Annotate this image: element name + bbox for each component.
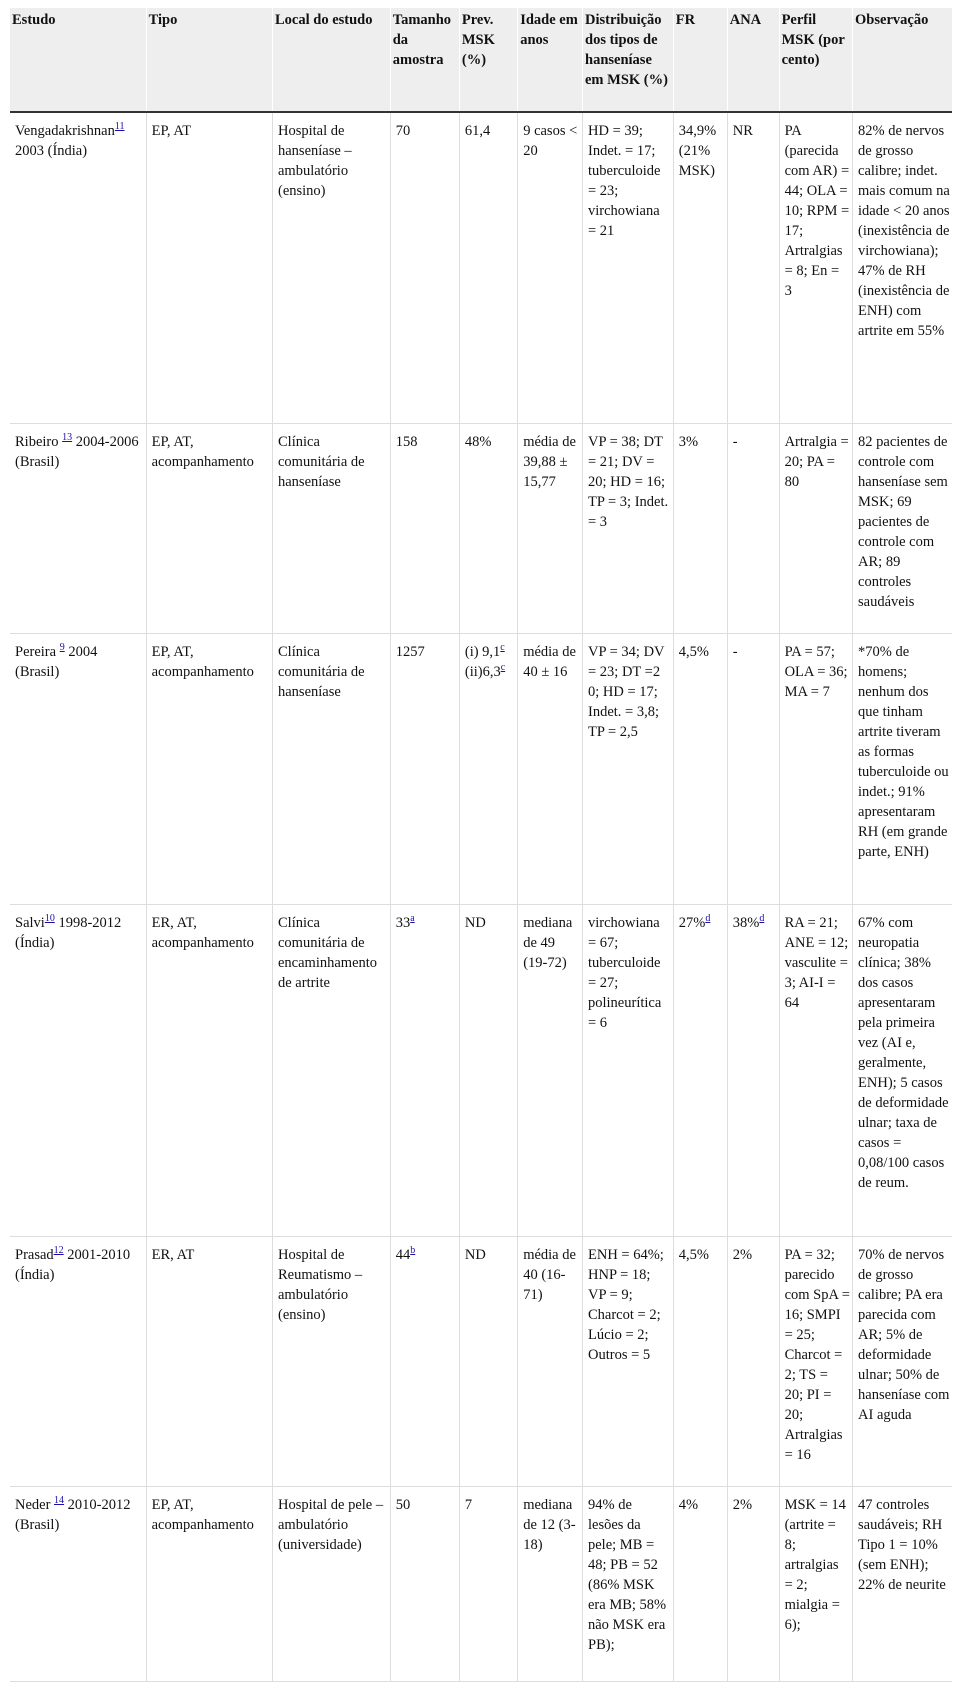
cell-tipo: EP, AT, acompanhamento	[146, 424, 272, 634]
cell-observacao: 47 controles saudáveis; RH Tipo 1 = 10% (sem ENH); 22% de neurite	[853, 1487, 952, 1682]
prevalence-value: 7	[464, 1497, 473, 1513]
ana-value: 38%	[732, 915, 760, 931]
study-author: Pereira	[15, 644, 60, 660]
prevalence-value: (i) 9,1	[464, 644, 501, 660]
cell-local: Clínica comunitária de hanseníase	[273, 424, 391, 634]
cell-prev	[459, 1237, 517, 1487]
ana-value: 2%	[732, 1497, 753, 1513]
table-row	[10, 1487, 952, 1682]
cell-estudo	[10, 424, 146, 634]
cell-observacao: 82 pacientes de controle com hanseníase sem MSK; 69 pacientes de controle com AR; 89 controles saudáveis	[853, 424, 952, 634]
cell-estudo	[10, 905, 146, 1237]
cell-idade: mediana de 49 (19-72)	[518, 905, 583, 1237]
cell-prev	[459, 1487, 517, 1682]
study-period: 2010-2012 (Brasil)	[15, 1497, 131, 1533]
cell-tipo: EP, AT, acompanhamento	[146, 1487, 272, 1682]
header-tipo: Tipo	[146, 8, 272, 112]
study-author: Neder	[15, 1497, 55, 1513]
cell-local: Hospital de Reumatismo – ambulatório (ensino)	[273, 1237, 391, 1487]
study-period: 1998-2012 (Índia)	[15, 915, 122, 951]
table-row	[10, 112, 952, 424]
prevalence-value: 61,4	[464, 123, 491, 139]
reference-link[interactable]: 9	[59, 642, 65, 654]
cell-fr	[673, 634, 727, 905]
cell-perfil: Artralgia = 20; PA = 80	[779, 424, 852, 634]
prevalence-value-2: (ii)6,3	[464, 664, 501, 680]
cell-perfil: RA = 21; ANE = 12; vasculite = 3; AI-I = 64	[779, 905, 852, 1237]
table-row	[10, 905, 952, 1237]
prevalence-value: 48%	[464, 434, 492, 450]
cell-estudo	[10, 1487, 146, 1682]
cell-observacao: 70% de nervos de grosso calibre; PA era parecida com AR; 5% de deformidade ulnar; 50% de hanseníase com AI aguda	[853, 1237, 952, 1487]
cell-perfil: MSK = 14 (artrite = 8; artralgias = 2; mialgia = 6);	[779, 1487, 852, 1682]
footnote-link[interactable]: b	[410, 1245, 416, 1257]
header-local: Local do estudo	[273, 8, 391, 112]
fr-value: 27%	[678, 915, 706, 931]
study-period: 2003 (Índia)	[15, 143, 88, 159]
cell-idade: média de 40 (16-71)	[518, 1237, 583, 1487]
cell-tamanho	[390, 634, 459, 905]
fr-value: 4,5%	[678, 1247, 709, 1263]
cell-distribuicao: VP = 34; DV = 23; DT =2 0; HD = 17; Indet. = 3,8; TP = 2,5	[583, 634, 674, 905]
sample-size: 158	[395, 434, 418, 450]
header-prev: Prev. MSK (%)	[459, 8, 517, 112]
cell-tipo: EP, AT	[146, 112, 272, 424]
cell-tamanho	[390, 424, 459, 634]
header-ana: ANA	[727, 8, 779, 112]
study-author: Vengadakrishnan	[15, 123, 115, 139]
sample-size: 33	[395, 915, 411, 931]
reference-link[interactable]: 12	[53, 1245, 64, 1257]
cell-prev	[459, 424, 517, 634]
fr-value: 4%	[678, 1497, 699, 1513]
footnote-link[interactable]: c	[500, 662, 506, 674]
table-row	[10, 424, 952, 634]
header-row	[10, 8, 952, 112]
cell-idade: mediana de 12 (3-18)	[518, 1487, 583, 1682]
header-distribuicao: Distribuição dos tipos de hanseníase em MSK (%)	[583, 8, 674, 112]
cell-idade: 9 casos < 20	[518, 112, 583, 424]
cell-ana	[727, 1487, 779, 1682]
cell-distribuicao: ENH = 64%; HNP = 18; VP = 9; Charcot = 2; Lúcio = 2; Outros = 5	[583, 1237, 674, 1487]
ana-value: -	[732, 644, 738, 660]
cell-observacao: *70% de homens; nenhum dos que tinham artrite tiveram as formas tuberculoide ou indet.; 91% apresentaram RH (em grande parte, ENH)	[853, 634, 952, 905]
header-perfil: Perfil MSK (por cento)	[779, 8, 852, 112]
header-idade: Idade em anos	[518, 8, 583, 112]
reference-link[interactable]: 14	[54, 1495, 65, 1507]
cell-tipo: EP, AT, acompanhamento	[146, 634, 272, 905]
cell-estudo	[10, 112, 146, 424]
cell-estudo	[10, 634, 146, 905]
study-period: 2001-2010 (Índia)	[15, 1247, 131, 1283]
cell-tamanho	[390, 1487, 459, 1682]
cell-local: Clínica comunitária de hanseníase	[273, 634, 391, 905]
cell-distribuicao: 94% de lesões da pele; MB = 48; PB = 52 (86% MSK era MB; 58% não MSK era PB);	[583, 1487, 674, 1682]
cell-idade: média de 40 ± 16	[518, 634, 583, 905]
cell-observacao: 82% de nervos de grosso calibre; indet. mais comum na idade < 20 anos (inexistência de virchowiana); 47% de RH (inexistência de ENH) com artrite em 55%	[853, 112, 952, 424]
header-observacao: Observação	[853, 8, 952, 112]
ana-value: NR	[732, 123, 753, 139]
reference-link[interactable]: 10	[44, 913, 55, 925]
cell-distribuicao: HD = 39; Indet. = 17; tuberculoide = 23; virchowiana = 21	[583, 112, 674, 424]
reference-link[interactable]: 11	[114, 121, 125, 133]
cell-distribuicao: VP = 38; DT = 21; DV = 20; HD = 16; TP = 3; Indet. = 3	[583, 424, 674, 634]
footnote-link[interactable]: d	[759, 913, 765, 925]
cell-idade: média de 39,88 ± 15,77	[518, 424, 583, 634]
study-period: 2004 (Brasil)	[15, 644, 98, 680]
sample-size: 50	[395, 1497, 411, 1513]
cell-tamanho	[390, 1237, 459, 1487]
cell-estudo	[10, 1237, 146, 1487]
cell-ana	[727, 634, 779, 905]
cell-observacao: 67% com neuropatia clínica; 38% dos casos apresentaram pela primeira vez (AI e, geralmente, ENH); 5 casos de deformidade ulnar; taxa de casos = 0,08/100 casos de reum.	[853, 905, 952, 1237]
header-estudo: Estudo	[10, 8, 146, 112]
cell-distribuicao: virchowiana = 67; tuberculoide = 27; polineurítica = 6	[583, 905, 674, 1237]
header-fr: FR	[673, 8, 727, 112]
study-table	[10, 8, 952, 1682]
cell-perfil: PA (parecida com AR) = 44; OLA = 10; RPM = 17; Artralgias = 8; En = 3	[779, 112, 852, 424]
cell-prev	[459, 905, 517, 1237]
study-period: 2004-2006 (Brasil)	[15, 434, 139, 470]
cell-local: Clínica comunitária de encaminhamento de artrite	[273, 905, 391, 1237]
fr-value: 4,5%	[678, 644, 709, 660]
cell-fr	[673, 1237, 727, 1487]
cell-perfil: PA = 57; OLA = 36; MA = 7	[779, 634, 852, 905]
reference-link[interactable]: 13	[62, 432, 73, 444]
cell-perfil: PA = 32; parecido com SpA = 16; SMPI = 25; Charcot = 2; TS = 20; PI = 20; Artralgias = 16	[779, 1237, 852, 1487]
cell-fr	[673, 112, 727, 424]
footnote-link[interactable]: d	[705, 913, 711, 925]
study-table-container	[10, 8, 952, 1682]
study-author: Prasad	[15, 1247, 54, 1263]
footnote-link[interactable]: a	[410, 913, 415, 925]
study-author: Ribeiro	[15, 434, 63, 450]
ana-value: -	[732, 434, 738, 450]
prevalence-value: ND	[464, 1247, 486, 1263]
cell-tamanho	[390, 905, 459, 1237]
cell-tipo: ER, AT	[146, 1237, 272, 1487]
sample-size: 70	[395, 123, 411, 139]
fr-value: 3%	[678, 434, 699, 450]
ana-value: 2%	[732, 1247, 753, 1263]
study-author: Salvi	[15, 915, 45, 931]
cell-ana	[727, 424, 779, 634]
cell-prev	[459, 634, 517, 905]
cell-tipo: ER, AT, acompanhamento	[146, 905, 272, 1237]
cell-tamanho	[390, 112, 459, 424]
cell-local: Hospital de pele – ambulatório (universidade)	[273, 1487, 391, 1682]
cell-fr	[673, 905, 727, 1237]
cell-ana	[727, 905, 779, 1237]
fr-value: 34,9% (21% MSK)	[678, 123, 717, 179]
table-row	[10, 1237, 952, 1487]
sample-size: 1257	[395, 644, 425, 660]
prevalence-value: ND	[464, 915, 486, 931]
table-row	[10, 634, 952, 905]
footnote-link[interactable]: c	[500, 642, 505, 654]
cell-prev	[459, 112, 517, 424]
cell-fr	[673, 1487, 727, 1682]
cell-ana	[727, 112, 779, 424]
cell-ana	[727, 1237, 779, 1487]
cell-fr	[673, 424, 727, 634]
header-tamanho: Tamanho da amostra	[390, 8, 459, 112]
cell-local: Hospital de hanseníase – ambulatório (ensino)	[273, 112, 391, 424]
sample-size: 44	[395, 1247, 411, 1263]
